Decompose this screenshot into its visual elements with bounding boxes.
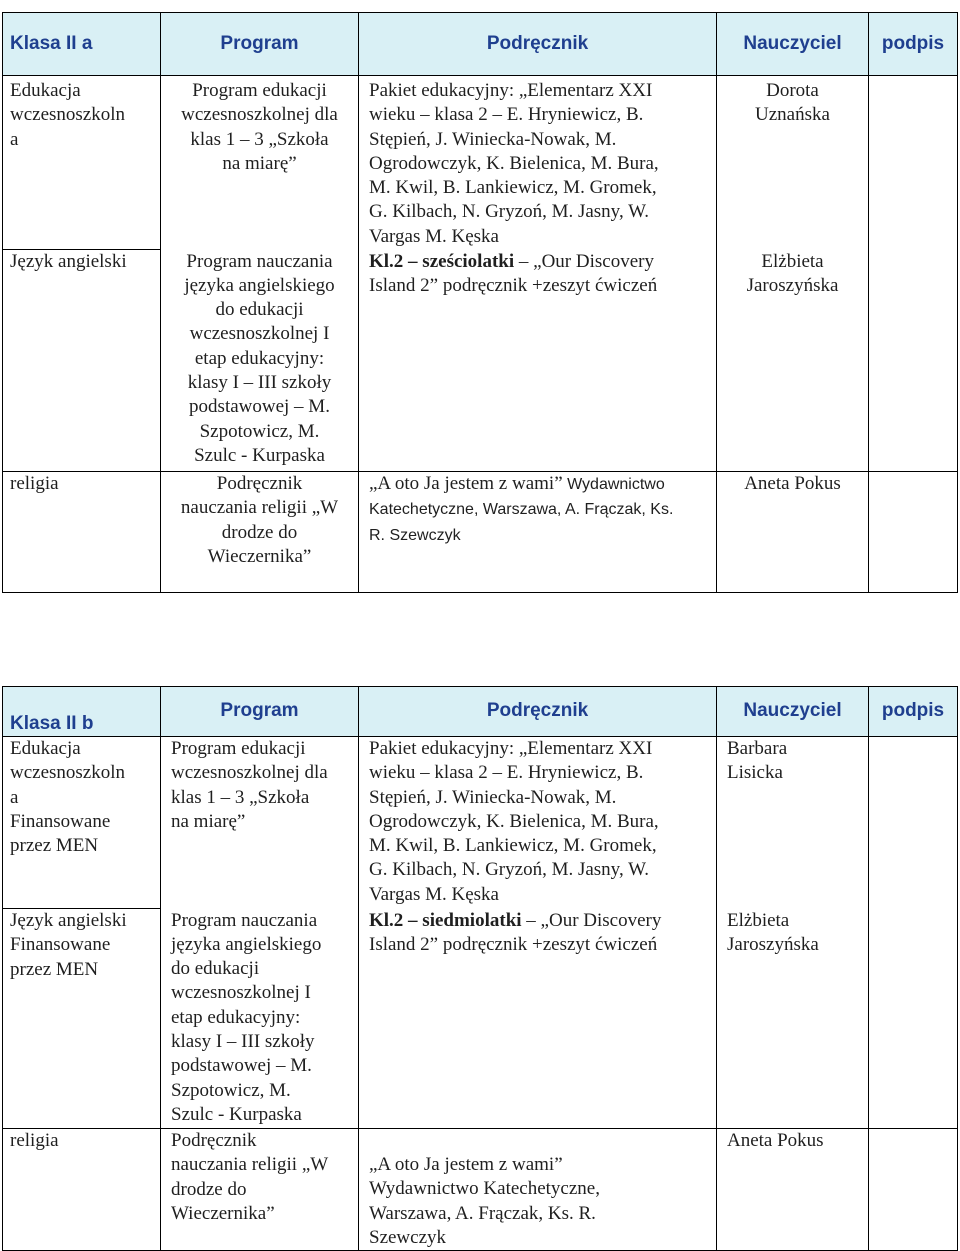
subject-cell: religia [3,1129,161,1251]
subject-cell: Edukacja wczesnoszkoln a Finansowane przez MEN [3,737,161,909]
podpis-cell[interactable] [869,250,958,472]
header-podpis: podpis [869,687,958,737]
textbook-title: – „Our Discovery Island 2” podręcznik +zeszyt ćwiczeń [369,250,658,296]
podpis-cell[interactable] [869,909,958,1129]
header-program: Program [161,687,359,737]
subject-cell: Język angielski Finansowane przez MEN [3,909,161,1129]
podrecznik-cell: Pakiet edukacyjny: „Elementarz XXI wieku – klasa 2 – E. Hryniewicz, B. Stępień, J. Winiecka-Nowak, M. Ogrodowczyk, K. Bielenica, M. Bura, M. Kwil, B. Lankiewicz, M. Gromek, G. Kilbach, N. Gryzoń, M. Jasny, W. Vargas M. Kęska [359,737,717,909]
table-header-row [3,687,958,737]
nauczyciel-cell: Dorota Uznańska [717,76,869,250]
nauczyciel-cell: Aneta Pokus [717,1129,869,1251]
header-podrecznik: Podręcznik [359,687,717,737]
header-nauczyciel: Nauczyciel [717,13,869,76]
grade-label: Kl.2 – siedmiolatki [369,909,522,931]
publisher-info: Wydawnictwo Katechetyczne, Warszawa, A. Frączak, Ks. R. Szewczyk [369,476,674,544]
program-cell: Podręcznik nauczania religii „W drodze do Wieczernika” [161,1129,359,1251]
table-row [3,250,958,472]
subject-cell: Edukacja wczesnoszkoln a [3,76,161,250]
nauczyciel-cell: Elżbieta Jaroszyńska [717,250,869,472]
podpis-cell[interactable] [869,76,958,250]
grade-label: Kl.2 – sześciolatki [369,250,515,272]
program-cell: Program edukacji wczesnoszkolnej dla klas 1 – 3 „Szkoła na miarę” [161,76,359,250]
nauczyciel-cell: Aneta Pokus [717,472,869,593]
program-cell: Program nauczania języka angielskiego do edukacji wczesnoszkolnej I etap edukacyjny: klasy I – III szkoły podstawowej – M. Szpotowicz, M. Szulc - Kurpaska [161,909,359,1129]
table-header-row [3,13,958,76]
table-row [3,76,958,250]
table-row [3,1129,958,1251]
class-2b-table [2,686,958,1251]
header-podpis: podpis [869,13,958,76]
textbook-title: „A oto Ja jestem z wami” [369,473,563,494]
podpis-cell[interactable] [869,1129,958,1251]
textbook-title: – „Our Discovery Island 2” podręcznik +zeszyt ćwiczeń [369,909,662,955]
program-cell: Program edukacji wczesnoszkolnej dla klas 1 – 3 „Szkoła na miarę” [161,737,359,909]
table-row [3,909,958,1129]
header-klasa: Klasa II a [3,13,161,76]
nauczyciel-cell: Barbara Lisicka [717,737,869,909]
nauczyciel-cell: Elżbieta Jaroszyńska [717,909,869,1129]
class-2a-table [2,12,958,593]
program-cell: Podręcznik nauczania religii „W drodze do Wieczernika” [161,472,359,593]
podrecznik-cell: Pakiet edukacyjny: „Elementarz XXI wieku – klasa 2 – E. Hryniewicz, B. Stępień, J. Winiecka-Nowak, M. Ogrodowczyk, K. Bielenica, M. Bura, M. Kwil, B. Lankiewicz, M. Gromek, G. Kilbach, N. Gryzoń, M. Jasny, W. Vargas M. Kęska [359,76,717,250]
subject-cell: religia [3,472,161,593]
program-cell: Program nauczania języka angielskiego do edukacji wczesnoszkolnej I etap edukacyjny: klasy I – III szkoły podstawowej – M. Szpotowicz, M. Szulc - Kurpaska [161,250,359,472]
podpis-cell[interactable] [869,737,958,909]
podrecznik-cell [359,250,717,472]
podrecznik-cell [359,472,717,593]
header-podrecznik: Podręcznik [359,13,717,76]
subject-cell: Język angielski [3,250,161,472]
podpis-cell[interactable] [869,472,958,593]
podrecznik-cell: „A oto Ja jestem z wami” Wydawnictwo Katechetyczne, Warszawa, A. Frączak, Ks. R. Szewczyk [359,1129,717,1251]
header-program: Program [161,13,359,76]
table-row [3,737,958,909]
header-klasa: Klasa II b [3,687,161,737]
header-nauczyciel: Nauczyciel [717,687,869,737]
podrecznik-cell [359,909,717,1129]
table-row [3,472,958,593]
